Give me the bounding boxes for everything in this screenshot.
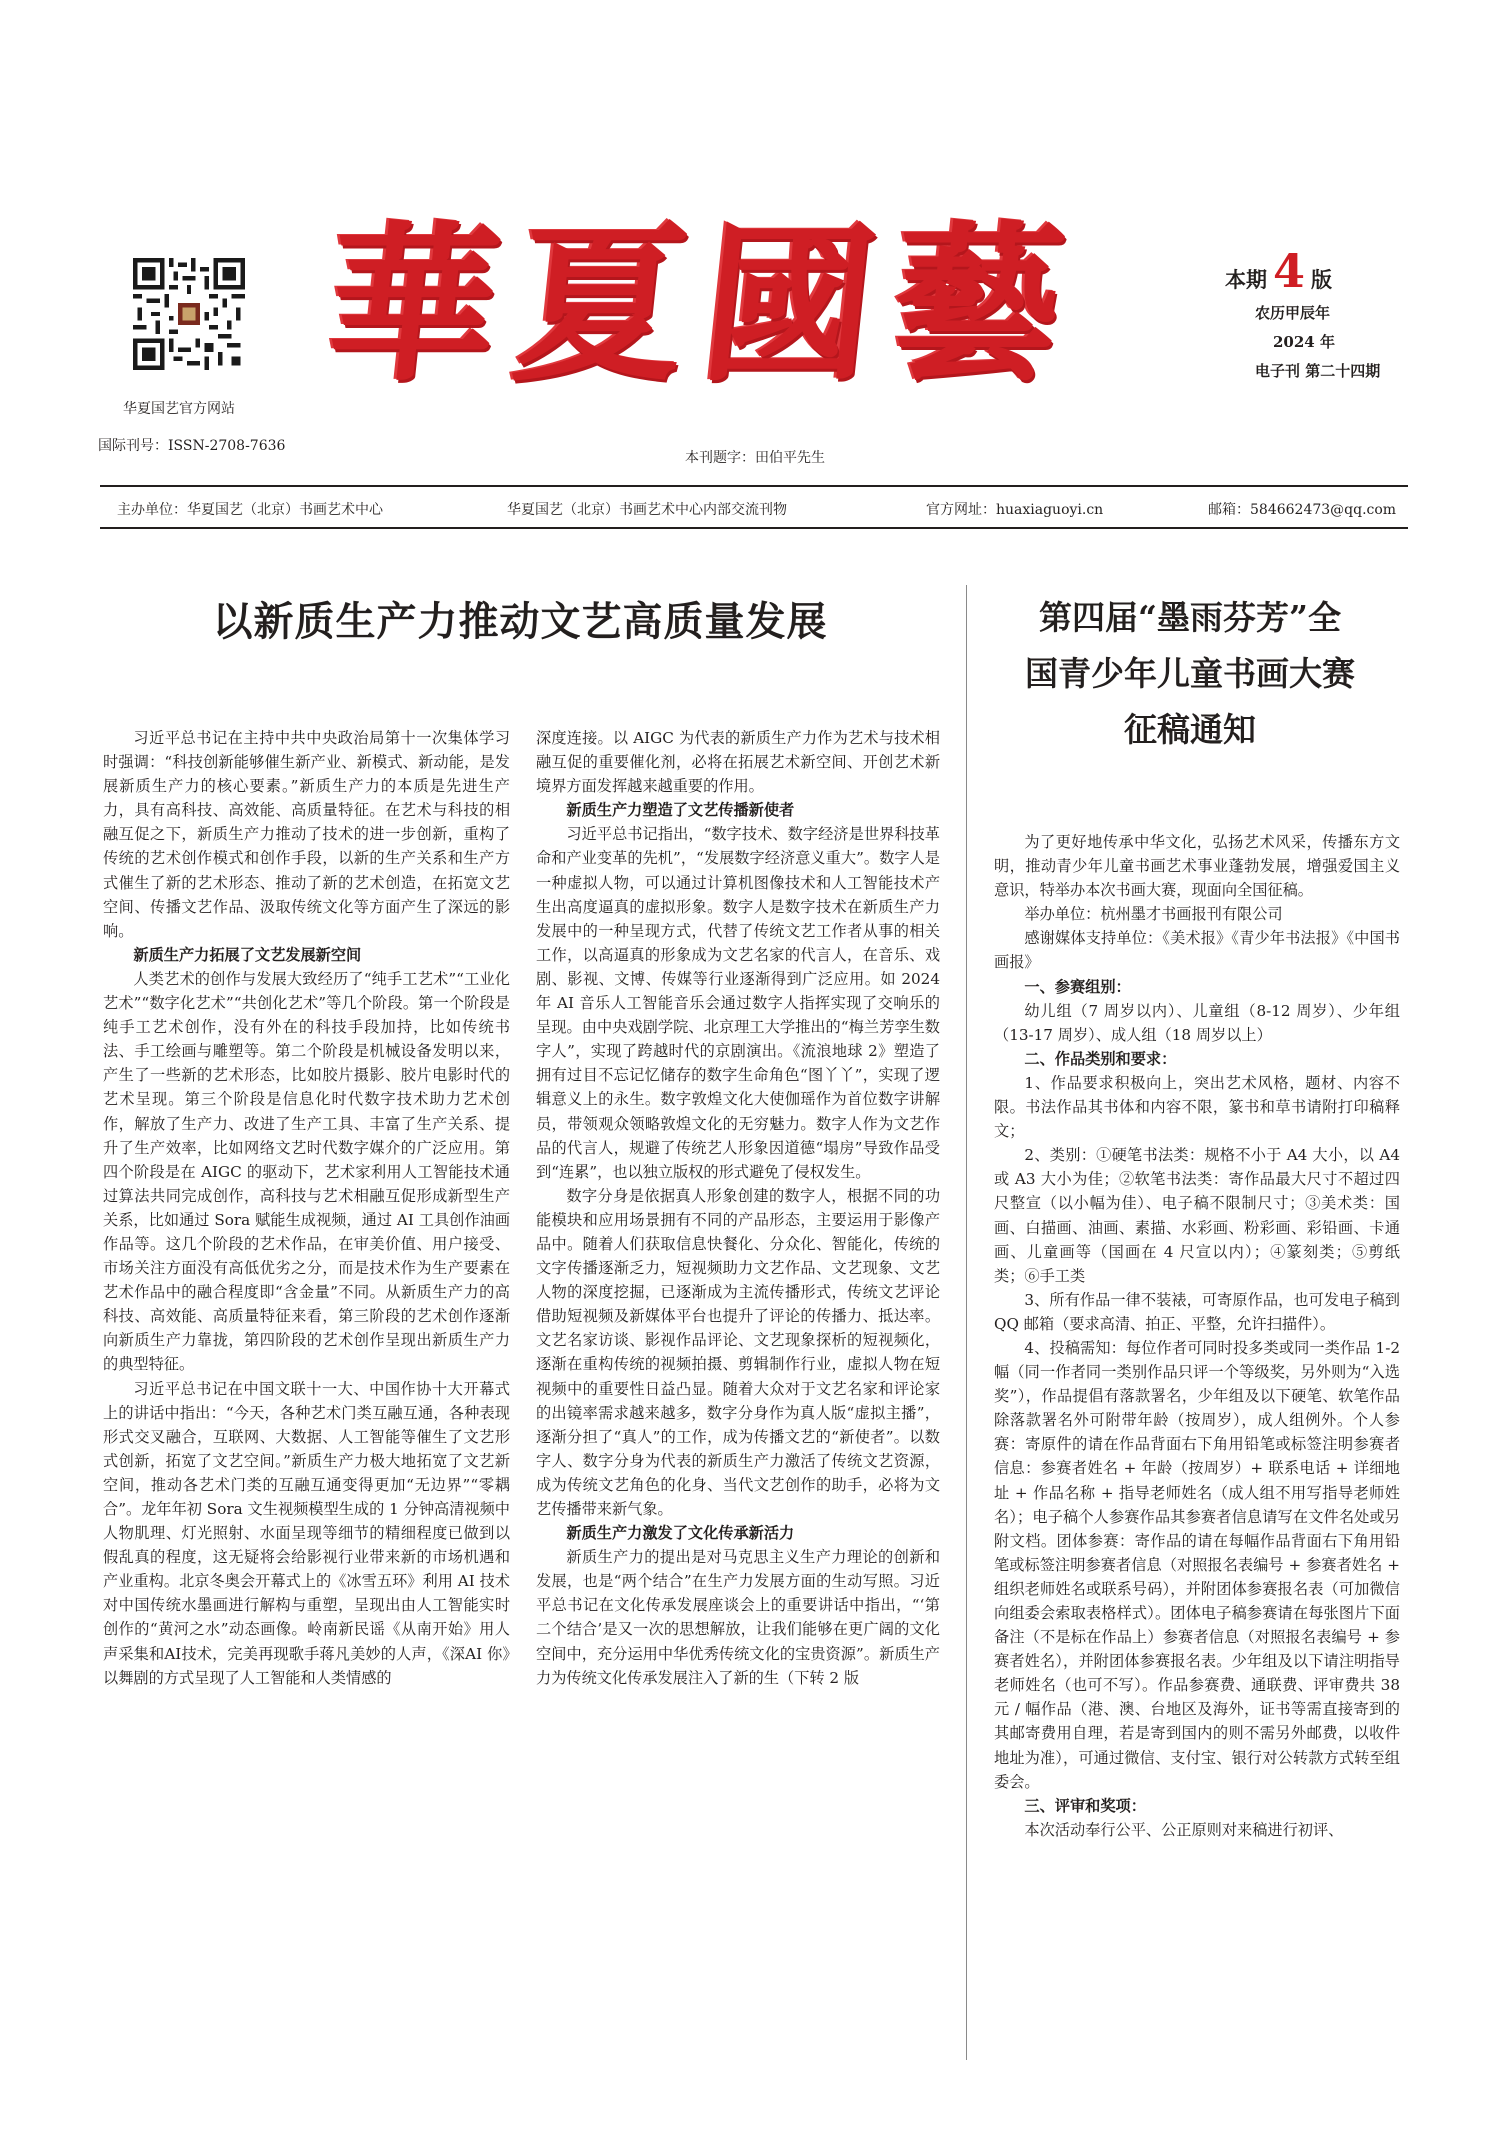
paragraph: 3、所有作品一律不装裱，可寄原作品，也可发电子稿到 QQ 邮箱（要求高清、拍正、平整，允许扫描件）。 [994, 1290, 1400, 1333]
logo-calligraphy: 華夏國藝 [317, 205, 1091, 405]
email-link[interactable]: 邮箱：584662473@qq.com [1208, 502, 1397, 518]
notice-title-line: 征稿通知 [1124, 710, 1256, 749]
notice-title [990, 590, 1390, 758]
notice-title-line: 第四届“墨雨芬芳”全 [1039, 598, 1341, 637]
qr-code[interactable] [133, 258, 245, 370]
paragraph: 本次活动奉行公平、公正原则对来稿进行初评、 [1024, 1820, 1344, 1839]
paragraph: 举办单位：杭州墨才书画报刊有限公司 [1024, 905, 1283, 924]
column-divider [966, 585, 967, 2060]
issue-info [1225, 244, 1425, 381]
section-heading: 新质生产力激发了文化传承新活力 [566, 1524, 795, 1543]
paragraph: 4、投稿需知：每位作者可同时投多类或同一类作品 1-2 幅（同一作者同一类别作品只评一个等级奖，另外则为“入选奖”），作品提倡有落款署名，少年组及以下硬笔、软笔作品除落款署名外可附带年龄（按周岁），成人组例外。个人参赛：寄原件的请在作品背面右下角用铅笔或标签注明参赛者信息：参赛者姓名 + 年龄（按周岁）+ 联系电话 + 详细地址 + 作品名称 + 指导老师姓名（成人组不用写指导老师姓名）；电子稿个人参赛作品其参赛者信息请写在文件名处或另附文档。团体参赛：寄作品的请在每幅作品背面右下角用铅笔或标签注明参赛者信息（对照报名表编号 + 参赛者姓名 + 组织老师姓名或联系号码），并附团体参赛报名表（可加微信向组委会索取表格样式）。团体电子稿参赛请在每张图片下面备注（不是标在作品上）参赛者信息（对照报名表编号 + 参赛者姓名），并附团体参赛报名表。少年组及以下请注明指导老师姓名（也可不写）。作品参赛费、通联费、评审费共 38 元 / 幅作品（港、澳、台地区及海外，证书等需直接寄到的其邮寄费用自理，若是寄到国内的则不需另外邮费，以收件地址为准），可通过微信、支付宝、银行对公转款方式转至组委会。 [994, 1338, 1400, 1791]
paragraph: 2、类别：①硬笔书法类：规格不小于 A4 大小，以 A4 或 A3 大小为佳；②软笔书法类：寄作品最大尺寸不超过四尺整宣（以小幅为佳）、电子稿不限制尺寸；③美术类：国画、白描画、油画、素描、水彩画、粉彩画、彩铅画、卡通画、儿童画等（国画在 4 尺宣以内）；④篆刻类；⑤剪纸类；⑥手工类 [994, 1146, 1400, 1285]
info-bar [100, 487, 1408, 527]
section-heading: 二、作品类别和要求： [1024, 1049, 1177, 1068]
paragraph: 感谢媒体支持单位：《美术报》《青少年书法报》《中国书画报》 [994, 929, 1400, 972]
issn-label: 国际刊号：ISSN-2708-7636 [98, 438, 286, 454]
section-heading: 新质生产力塑造了文艺传播新使者 [566, 801, 795, 820]
paragraph: 深度连接。以 AIGC 为代表的新质生产力作为艺术与技术相融互促的重要催化剂，必将在拓展艺术新空间、开创艺术新境界方面发挥越来越重要的作用。 [536, 729, 940, 796]
paragraph: 新质生产力的提出是对马克思主义生产力理论的创新和发展，也是“两个结合”在生产力发展方面的生动写照。习近平总书记在文化传承发展座谈会上的重要讲话中指出，“‘第二个结合’是又一次的思想解放，让我们能够在更广阔的文化空间中，充分运用中华优秀传统文化的宝贵资源”。新质生产力为传统文化传承发展注入了新的生（下转 2 版 [536, 1548, 940, 1687]
issue-edition: 电子刊 第二十四期 [1255, 362, 1381, 380]
paragraph: 为了更好地传承中华文化，弘扬艺术风采，传播东方文明，推动青少年儿童书画艺术事业蓬勃发展，增强爱国主义意识，特举办本次书画大赛，现面向全国征稿。 [994, 833, 1400, 900]
issue-year: 2024 年 [1273, 333, 1335, 351]
article-column-2 [536, 726, 940, 1690]
section-heading: 三、评审和奖项： [1024, 1796, 1146, 1815]
paragraph: 幼儿组（7 周岁以内）、儿童组（8-12 周岁）、少年组（13-17 周岁）、成人组（18 周岁以上） [994, 1001, 1400, 1044]
article-title: 以新质生产力推动文艺高质量发展 [212, 598, 828, 645]
paragraph: 数字分身是依据真人形象创建的数字人，根据不同的功能模块和应用场景拥有不同的产品形态，主要运用于影像产品中。随着人们获取信息快餐化、分众化、智能化，传统的文字传播逐渐乏力，短视频助力文艺作品、文艺现象、文艺人物的深度挖掘，已逐渐成为主流传播形式，传统文艺评论借助短视频及新媒体平台也提升了评论的传播力、抵达率。文艺名家访谈、影视作品评论、文艺现象探析的短视频化，逐渐在重构传统的视频拍摄、剪辑制作行业，虚拟人物在短视频中的重要性日益凸显。随着大众对于文艺名家和评论家的出镜率需求越来越多，数字分身作为真人版“虚拟主播”，逐渐分担了“真人”的工作，成为传播文艺的“新使者”。以数字人、数字分身为代表的新质生产力激活了传统文艺资源，成为传统文艺角色的化身、当代文艺创作的助手，必将为文艺传播带来新气象。 [536, 1186, 940, 1518]
logo-credit: 本刊题字：田伯平先生 [685, 450, 825, 466]
paragraph: 1、作品要求积极向上，突出艺术风格，题材、内容不限。书法作品其书体和内容不限，篆书和草书请附打印稿释文； [994, 1073, 1400, 1141]
issue-prefix: 本期 [1225, 267, 1267, 292]
notice-body [994, 830, 1400, 1842]
lunar-year: 农历甲辰年 [1255, 304, 1331, 322]
paragraph: 人类艺术的创作与发展大致经历了“纯手工艺术”“工业化艺术”“数字化艺术”“共创化艺术”等几个阶段。第一个阶段是纯手工艺术创作，没有外在的科技手段加持，比如传统书法、手工绘画与雕塑等。第二个阶段是机械设备发明以来，产生了一些新的艺术形态，比如胶片摄影、胶片电影时代的艺术呈现。第三个阶段是信息化时代数字技术助力艺术创作，解放了生产力、改进了生产工具、丰富了生产关系、提升了生产效率，比如网络文艺时代数字媒介的广泛应用。第四个阶段是在 AIGC 的驱动下，艺术家利用人工智能技术通过算法共同完成创作，高科技与艺术相融互促形成新型生产关系，比如通过 Sora 赋能生成视频，通过 AI 工具创作油画作品等。这几个阶段的艺术作品，在审美价值、用户接受、市场关注方面没有高低优劣之分，而是技术作为生产要素在艺术作品中的融合程度即“含金量”不同。从新质生产力的高科技、高效能、高质量特征来看，第三阶段的艺术创作逐渐向新质生产力靠拢，第四阶段的艺术创作呈现出新质生产力的典型特征。 [103, 969, 510, 1374]
issue-number: 4 [1273, 244, 1306, 298]
sponsor-text: 主办单位：华夏国艺（北京）书画艺术中心 [117, 502, 383, 518]
circulation-text: 华夏国艺（北京）书画艺术中心内部交流刊物 [507, 502, 787, 518]
article-column-1 [103, 726, 510, 1690]
website-link[interactable]: 官方网址：huaxiaguoyi.cn [926, 502, 1104, 518]
paragraph: 习近平总书记指出，“数字技术、数字经济是世界科技革命和产业变革的先机”，“发展数字经济意义重大”。数字人是一种虚拟人物，可以通过计算机图像技术和人工智能技术产生出高度逼真的虚拟形象。数字人是数字技术在新质生产力发展中的一种呈现方式，代替了传统文艺工作者从事的相关工作，以高逼真的形象成为文艺名家的代言人，在音乐、戏剧、影视、文博、传媒等行业逐渐得到广泛应用。如 2024 年 AI 音乐人工智能音乐会通过数字人指挥实现了交响乐的呈现。由中央戏剧学院、北京理工大学推出的“梅兰芳孪生数字人”，实现了跨越时代的京剧演出。《流浪地球 2》塑造了拥有过目不忘记忆储存的数字生命角色“图丫丫”，实现了逻辑意义上的永生。数字敦煌文化大使伽瑶作为首位数字讲解员，带领观众领略敦煌文化的无穷魅力。数字人作为文艺作品的代言人，规避了传统艺人形象因道德“塌房”导致作品受到“连累”，也以独立版权的形式避免了侵权发生。 [536, 825, 940, 1181]
issue-suffix: 版 [1311, 267, 1333, 292]
paragraph: 习近平总书记在中国文联十一大、中国作协十大开幕式上的讲话中指出：“今天，各种艺术门类互融互通，各种表现形式交叉融合，互联网、大数据、人工智能等催生了文艺形式创新，拓宽了文艺空间。”新质生产力极大地拓宽了文艺新空间，推动各艺术门类的互融互通变得更加“无边界”“零耦合”。龙年年初 Sora 文生视频模型生成的 1 分钟高清视频中人物肌理、灯光照射、水面呈现等细节的精细程度已做到以假乱真的程度，这无疑将会给影视行业带来新的市场机遇和产业重构。北京冬奥会开幕式上的《冰雪五环》利用 AI 技术对中国传统水墨画进行解构与重塑，呈现出由人工智能实时创作的“黄河之水”动态画像。岭南新民谣《从南开始》用人声采集和AI技术，完美再现歌手蒋凡美妙的人声，《深AI 你》以舞剧的方式呈现了人工智能和人类情感的 [103, 1379, 510, 1687]
masthead-logo [317, 182, 1128, 428]
section-heading: 新质生产力拓展了文艺发展新空间 [133, 945, 362, 964]
section-heading: 一、参赛组别： [1024, 977, 1131, 996]
qr-caption: 华夏国艺官方网站 [123, 401, 235, 417]
notice-title-line: 国青少年儿童书画大赛 [1025, 654, 1355, 693]
header-rule-bottom [100, 527, 1408, 529]
paragraph: 习近平总书记在主持中共中央政治局第十一次集体学习时强调：“科技创新能够催生新产业、新模式、新动能，是发展新质生产力的核心要素。”新质生产力的本质是先进生产力，具有高科技、高效能、高质量特征。在艺术与科技的相融互促之下，新质生产力推动了技术的进一步创新，重构了传统的艺术创作模式和创作手段，以新的生产关系和生产方式催生了新的艺术形态、推动了新的艺术创造，在拓宽文艺空间、传播文艺作品、汲取传统文化等方面产生了深远的影响。 [103, 729, 510, 940]
